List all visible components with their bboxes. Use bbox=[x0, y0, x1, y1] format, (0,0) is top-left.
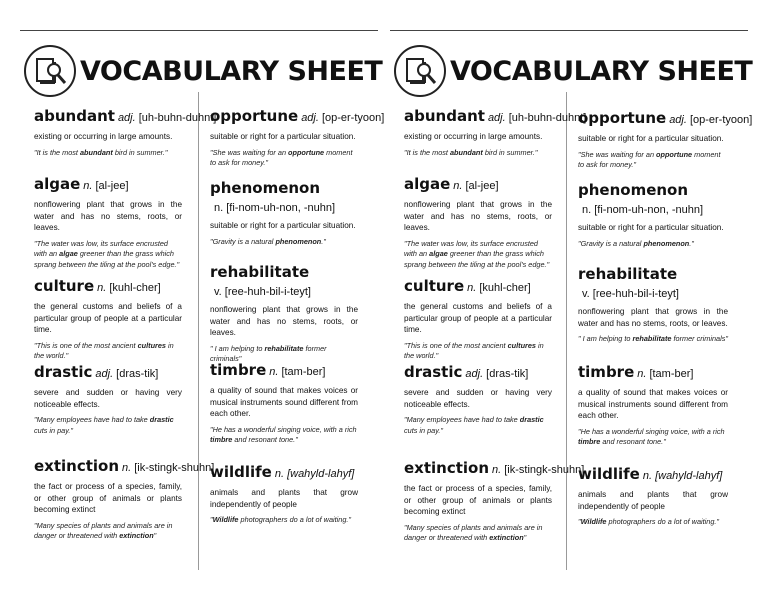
entry-pos: adj. bbox=[465, 368, 484, 380]
entry-opportune bbox=[210, 106, 385, 169]
entry-pron: [al-jee] bbox=[95, 180, 129, 192]
entry-extinction bbox=[404, 458, 585, 544]
entry-definition: animals and plants that grow independently of people bbox=[578, 490, 728, 511]
entry-pron: v. [ree-huh-bil-i-teyt] bbox=[582, 288, 679, 300]
entry-word: algae bbox=[404, 175, 451, 193]
entry-pos: n. bbox=[453, 180, 463, 192]
entry-word: wildlife bbox=[210, 463, 272, 481]
entry-culture bbox=[404, 276, 552, 362]
entry-abundant bbox=[34, 106, 217, 158]
entry-pron: [kuhl-cher] bbox=[109, 282, 161, 294]
entry-definition: existing or occurring in large amounts. bbox=[34, 132, 173, 141]
entry-pos: n. bbox=[467, 282, 477, 294]
entry-word: opportune bbox=[210, 107, 299, 125]
entry-pos: n. bbox=[274, 468, 285, 480]
entry-pos: adj. bbox=[301, 112, 319, 124]
entry-example: "Wildlife photographers do a lot of waiting." bbox=[210, 515, 352, 524]
column-divider bbox=[566, 92, 567, 570]
entry-definition: nonflowering plant that grows in the water and has no stems, roots, or leaves. bbox=[34, 200, 182, 232]
entry-word: abundant bbox=[34, 107, 115, 125]
sheet-header bbox=[24, 40, 382, 102]
entry-pos: adj. bbox=[669, 114, 687, 126]
entry-wildlife bbox=[210, 462, 358, 526]
entry-pron: [uh-buhn-duhnt] bbox=[138, 112, 217, 124]
entry-pos: n. bbox=[492, 464, 502, 476]
entry-opportune bbox=[578, 108, 753, 171]
entry-definition: the fact or process of a species, family, or other group of animals or plants becoming extinct bbox=[34, 482, 182, 514]
entry-word: algae bbox=[34, 175, 81, 193]
entry-word: extinction bbox=[34, 457, 120, 475]
entry-example: " I am helping to rehabilitate former criminals" bbox=[210, 343, 327, 363]
entry-definition: the general customs and beliefs of a particular group of people at a particular time. bbox=[34, 302, 182, 334]
entry-example: "Many species of plants and animals are in danger or threatened with extinction" bbox=[34, 520, 173, 540]
vocabulary-sheet-right bbox=[390, 30, 753, 570]
entry-pron: [ik-stingk-shuhn] bbox=[134, 462, 215, 474]
entry-definition: the general customs and beliefs of a particular group of people at a particular time. bbox=[404, 302, 552, 334]
entry-example: "Many species of plants and animals are in danger or threatened with extinction" bbox=[404, 522, 543, 542]
book-magnifier-icon bbox=[394, 45, 446, 97]
vocabulary-sheet-left bbox=[20, 30, 385, 570]
entry-word: rehabilitate bbox=[210, 263, 310, 281]
entry-example: "Many employees have had to take drastic cuts in pay." bbox=[34, 415, 174, 435]
entry-rehabilitate bbox=[210, 262, 358, 365]
entry-pron: [wahyld-lahyf] bbox=[287, 468, 355, 480]
entry-pos: n. bbox=[642, 470, 653, 482]
entry-word: phenomenon bbox=[578, 181, 689, 199]
entry-example: "She was waiting for an opportune moment to ask for money." bbox=[578, 149, 721, 169]
entry-pos: adj. bbox=[95, 368, 114, 380]
entry-word: abundant bbox=[404, 107, 485, 125]
entry-example: "Gravity is a natural phenomenon." bbox=[578, 238, 694, 248]
entry-example: "Many employees have had to take drastic cuts in pay." bbox=[404, 415, 544, 435]
entry-word: culture bbox=[34, 277, 95, 295]
entry-word: timbre bbox=[210, 361, 267, 379]
entry-example: "He has a wonderful singing voice, with a rich timbre and resonant tone." bbox=[578, 426, 725, 446]
entry-example: "It is the most abundant bird in summer." bbox=[34, 147, 168, 157]
entry-pos: adj. bbox=[487, 112, 506, 124]
entry-pron: v. [ree-huh-bil-i-teyt] bbox=[214, 286, 311, 298]
entry-rehabilitate bbox=[578, 264, 728, 345]
entry-definition: nonflowering plant that grows in the water and has no stems, roots, or leaves. bbox=[404, 200, 552, 232]
entry-phenomenon bbox=[578, 180, 728, 249]
entry-example: "This is one of the most ancient cultures in the world." bbox=[34, 340, 174, 360]
entry-definition: suitable or right for a particular situation. bbox=[578, 134, 724, 143]
entry-word: drastic bbox=[34, 363, 93, 381]
entry-word: drastic bbox=[404, 363, 463, 381]
entry-definition: suitable or right for a particular situation. bbox=[210, 221, 356, 230]
entry-pron: [tam-ber] bbox=[281, 366, 326, 378]
entry-phenomenon bbox=[210, 178, 358, 247]
entry-word: wildlife bbox=[578, 465, 640, 483]
entry-culture bbox=[34, 276, 182, 362]
page-title: VOCABULARY SHEET bbox=[450, 55, 753, 87]
entry-pron: [al-jee] bbox=[465, 180, 499, 192]
entry-definition: severe and sudden or having very noticeable effects. bbox=[404, 388, 552, 409]
entry-example: "She was waiting for an opportune moment to ask for money." bbox=[210, 147, 353, 167]
entry-pron: n. [fi-nom-uh-non, -nuhn] bbox=[214, 202, 336, 214]
entry-definition: a quality of sound that makes voices or musical instruments sound different from each other. bbox=[578, 388, 728, 420]
entry-definition: animals and plants that grow independently of people bbox=[210, 488, 358, 509]
entry-pos: n. bbox=[97, 282, 107, 294]
entry-example: "The water was low, its surface encrusted with an algae greener than the grass which sprang between the tiling at the pool's edge." bbox=[404, 238, 550, 269]
entry-pron: [ik-stingk-shuhn] bbox=[504, 464, 585, 476]
entry-word: rehabilitate bbox=[578, 265, 678, 283]
entry-pron: [op-er-tyoon] bbox=[689, 114, 753, 126]
entry-pron: [wahyld-lahyf] bbox=[655, 470, 723, 482]
entry-word: culture bbox=[404, 277, 465, 295]
entry-pos: n. bbox=[269, 366, 279, 378]
entry-definition: severe and sudden or having very noticeable effects. bbox=[34, 388, 182, 409]
column-divider bbox=[198, 92, 199, 570]
entry-word: opportune bbox=[578, 109, 667, 127]
entry-pron: [uh-buhn-duhnt] bbox=[508, 112, 587, 124]
entry-example: "It is the most abundant bird in summer." bbox=[404, 147, 538, 157]
entry-definition: nonflowering plant that grows in the water and has no stems, roots, or leaves. bbox=[210, 305, 358, 337]
entry-example: "He has a wonderful singing voice, with a rich timbre and resonant tone." bbox=[210, 424, 357, 444]
entry-drastic bbox=[34, 362, 182, 436]
entry-definition: a quality of sound that makes voices or musical instruments sound different from each other. bbox=[210, 386, 358, 418]
entry-definition: suitable or right for a particular situation. bbox=[210, 132, 356, 141]
entry-definition: the fact or process of a species, family, or other group of animals or plants becoming extinct bbox=[404, 484, 552, 516]
book-magnifier-icon bbox=[24, 45, 76, 97]
entry-definition: suitable or right for a particular situation. bbox=[578, 223, 724, 232]
entry-example: " I am helping to rehabilitate former criminals" bbox=[578, 334, 728, 343]
entry-extinction bbox=[34, 456, 215, 542]
entry-pron: [op-er-tyoon] bbox=[321, 112, 385, 124]
entry-example: "Wildlife photographers do a lot of waiting." bbox=[578, 517, 720, 526]
entry-pron: [tam-ber] bbox=[649, 368, 694, 380]
entry-algae bbox=[404, 174, 552, 270]
top-rule bbox=[20, 30, 378, 31]
entry-example: "This is one of the most ancient cultures in the world." bbox=[404, 340, 544, 360]
entry-pron: n. [fi-nom-uh-non, -nuhn] bbox=[582, 204, 704, 216]
entry-pos: n. bbox=[122, 462, 132, 474]
entry-word: timbre bbox=[578, 363, 635, 381]
entry-example: "Gravity is a natural phenomenon." bbox=[210, 236, 326, 246]
entry-pron: [dras-tik] bbox=[116, 368, 159, 380]
entry-pos: n. bbox=[637, 368, 647, 380]
entry-pron: [dras-tik] bbox=[486, 368, 529, 380]
entry-abundant bbox=[404, 106, 587, 158]
entry-wildlife bbox=[578, 464, 728, 528]
sheet-header bbox=[394, 40, 752, 102]
entry-definition: nonflowering plant that grows in the water and has no stems, roots, or leaves. bbox=[578, 307, 728, 328]
entry-timbre bbox=[578, 362, 728, 448]
entry-example: "The water was low, its surface encrusted with an algae greener than the grass which sprang between the tiling at the pool's edge." bbox=[34, 238, 180, 269]
entry-algae bbox=[34, 174, 182, 270]
entry-pos: adj. bbox=[117, 112, 136, 124]
entry-definition: existing or occurring in large amounts. bbox=[404, 132, 543, 141]
entry-pos: n. bbox=[83, 180, 93, 192]
entry-drastic bbox=[404, 362, 552, 436]
page-title: VOCABULARY SHEET bbox=[80, 55, 383, 87]
entry-word: extinction bbox=[404, 459, 490, 477]
entry-timbre bbox=[210, 360, 358, 446]
top-rule bbox=[390, 30, 748, 31]
entry-word: phenomenon bbox=[210, 179, 321, 197]
entry-pron: [kuhl-cher] bbox=[479, 282, 531, 294]
